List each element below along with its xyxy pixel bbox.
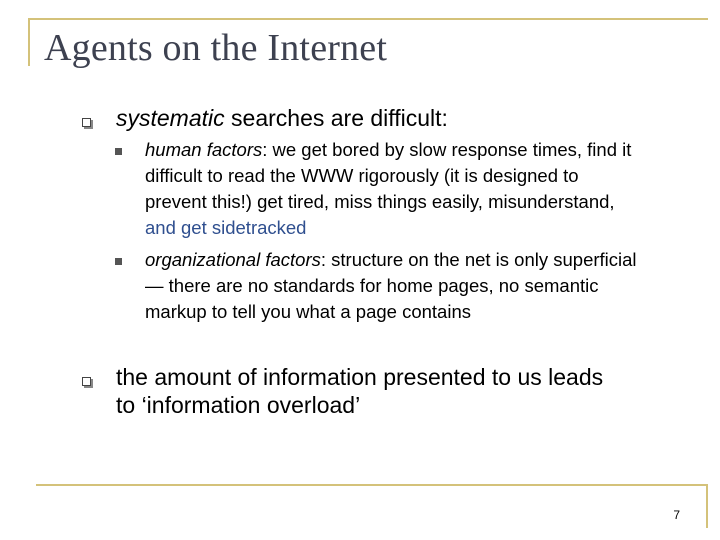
- hollow-square-bullet-icon: [82, 118, 91, 127]
- sub-bullet-human-factors: [145, 137, 645, 241]
- frame-left-rule: [28, 18, 30, 66]
- sub-bullet-text: : structure on the net is only superficial — there are no standards for home pages, no semantic markup to tell you what a page contains: [145, 249, 637, 322]
- sub-bullet-organizational-factors: [145, 247, 645, 325]
- filled-square-bullet-icon: [115, 258, 122, 265]
- bullet-emphasis: systematic: [116, 105, 225, 131]
- page-number: 7: [673, 508, 680, 522]
- bullet-text: searches are difficult:: [224, 105, 448, 131]
- frame-bottom-rule: [36, 484, 708, 486]
- hollow-square-bullet-icon: [82, 377, 91, 386]
- sub-bullet-emphasis: organizational factors: [145, 249, 321, 270]
- sub-bullet-emphasis: human factors: [145, 139, 263, 160]
- sub-bullet-highlight: and get sidetracked: [145, 217, 307, 238]
- sub-bullet-text: : we get bored by slow response times, find it difficult to read the WWW rigorously (it is designed to prevent this!) get tired, miss things easily, misunderstand,: [145, 139, 632, 212]
- filled-square-bullet-icon: [115, 148, 122, 155]
- bullet-systematic-searches: [116, 104, 448, 132]
- bullet-information-overload: the amount of information presented to us leads to ‘information overload’: [116, 364, 604, 418]
- frame-right-rule: [706, 484, 708, 528]
- frame-top-rule: [28, 18, 708, 20]
- slide-title: Agents on the Internet: [44, 27, 388, 69]
